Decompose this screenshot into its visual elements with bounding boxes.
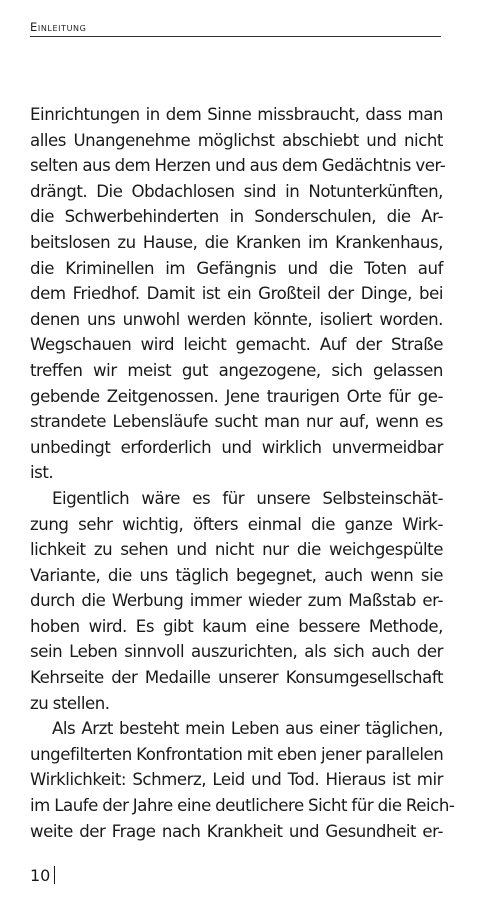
text-line: lichkeit zu sehen und nicht nur die weichgespülte: [30, 540, 443, 560]
text-line: Variante, die uns täglich begegnet, auch wenn sie: [30, 565, 443, 585]
text-line: zung sehr wichtig, öfters einmal die ganze Wirk-: [30, 514, 443, 534]
text-line: alles Unangenehme möglichst abschiebt und nicht: [30, 130, 443, 150]
text-line: durch die Werbung immer wieder zum Maßstab er-: [30, 591, 443, 611]
header-rule: [30, 36, 441, 37]
text-line: drängt. Die Obdachlosen sind in Notunterkünften,: [30, 181, 443, 201]
text-line: dem Friedhof. Damit ist ein Großteil der Dinge, bei: [30, 284, 443, 304]
text-line: gebende Zeitgenossen. Jene traurigen Orte für ge-: [30, 386, 443, 406]
paragraph: [30, 102, 446, 486]
text-line: Wirklichkeit: Schmerz, Leid und Tod. Hieraus ist mir: [30, 770, 443, 790]
paragraph: [30, 716, 455, 844]
text-line: Als Arzt besteht mein Leben aus einer täglichen,: [52, 719, 443, 739]
body-text: [30, 102, 455, 844]
paragraph: [30, 486, 443, 716]
text-line: Kehrseite der Medaille unserer Konsumgesellschaft: [30, 668, 443, 688]
page-number-value: 10: [30, 866, 51, 885]
text-line: denen uns unwohl werden könnte, isoliert worden.: [30, 309, 443, 329]
text-line: im Laufe der Jahre eine deutlichere Sicht für die Reich-: [30, 796, 455, 816]
page-number: [30, 866, 55, 885]
text-line: ungefilterten Konfrontation mit eben jener parallelen: [30, 744, 444, 764]
text-line: Einrichtungen in dem Sinne missbraucht, dass man: [30, 105, 443, 124]
text-line: unbedingt erforderlich und wirklich unvermeidbar: [30, 437, 443, 457]
text-line: sein Leben sinnvoll auszurichten, als sich auch der: [30, 642, 443, 662]
text-line: beitslosen zu Hause, die Kranken im Krankenhaus,: [30, 232, 443, 252]
text-line: weite der Frage nach Krankheit und Gesundheit er-: [30, 821, 443, 841]
text-line: ist.: [30, 463, 54, 483]
text-line: hoben wird. Es gibt kaum eine bessere Methode,: [30, 616, 443, 636]
text-line: die Schwerbehinderten in Sonderschulen, die Ar-: [30, 207, 443, 227]
page-number-separator: [54, 866, 55, 884]
text-line: Eigentlich wäre es für unsere Selbsteinschät-: [52, 488, 443, 508]
text-line: treffen wir meist gut angezogene, sich gelassen: [30, 360, 443, 380]
text-line: selten aus dem Herzen und aus dem Gedächtnis ver-: [30, 156, 446, 176]
text-line: die Kriminellen im Gefängnis und die Toten auf: [30, 258, 443, 278]
running-head-title: Einleitung: [30, 20, 87, 34]
text-line: Wegschauen wird leicht gemacht. Auf der Straße: [30, 335, 443, 355]
text-line: zu stellen.: [30, 693, 110, 713]
text-line: strandete Lebensläufe sucht man nur auf, wenn es: [30, 412, 443, 432]
